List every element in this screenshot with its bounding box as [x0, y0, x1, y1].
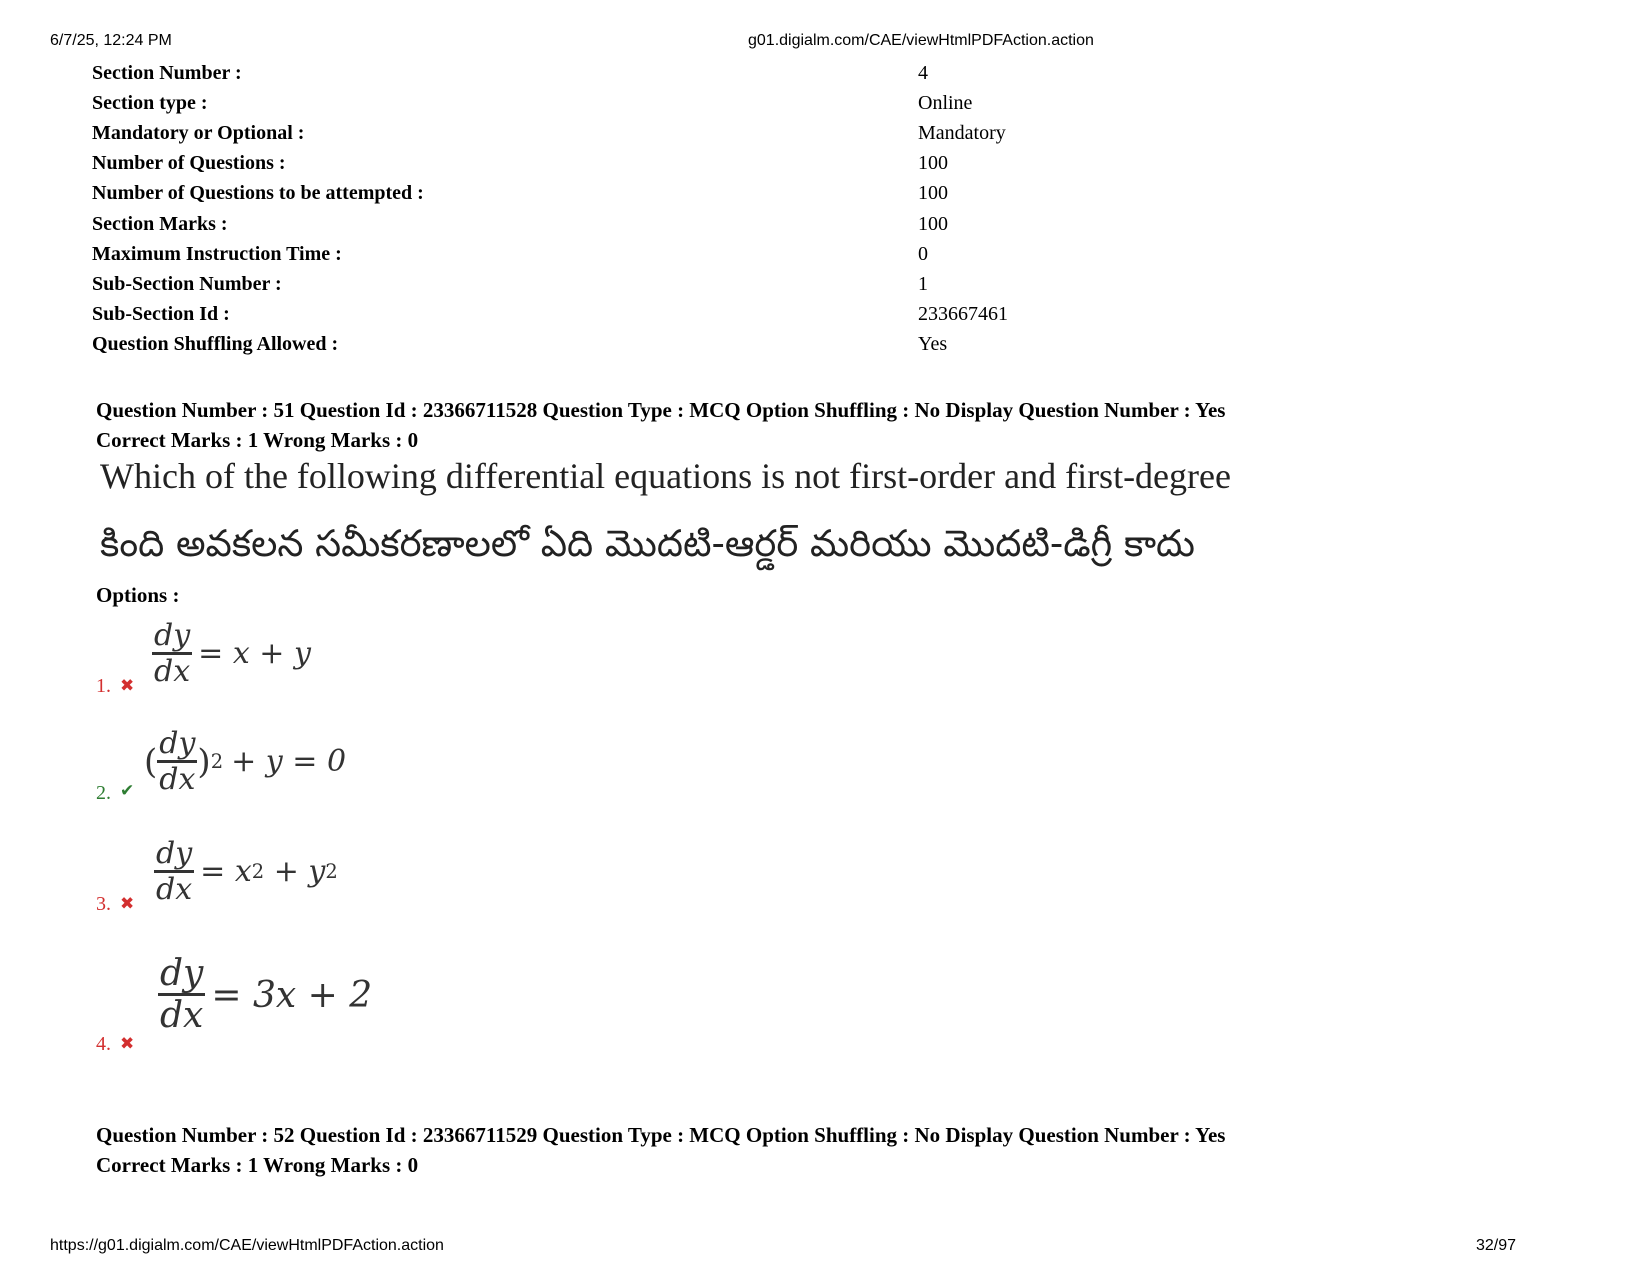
wrong-mark-icon: ✖	[120, 1034, 135, 1054]
fraction-denominator: dx	[159, 761, 196, 797]
section-info-row	[92, 58, 1008, 88]
exponent: 2	[325, 860, 338, 884]
question-52-meta	[96, 1120, 1225, 1180]
question-meta-line: Question Number : 51 Question Id : 23366711528 Question Type : MCQ Option Shuffling : No Display Question Number : Yes	[96, 398, 1226, 422]
section-info-value: 0	[918, 242, 928, 265]
print-header-url: g01.digialm.com/CAE/viewHtmlPDFAction.action	[748, 32, 1094, 49]
section-info-label: Sub-Section Id :	[92, 303, 230, 326]
section-info-label: Sub-Section Number :	[92, 272, 282, 295]
section-info-value: Mandatory	[918, 121, 1006, 144]
fraction-numerator: dy	[156, 836, 193, 871]
fraction-denominator: dx	[156, 871, 193, 907]
section-info-row	[92, 269, 1008, 299]
section-info-label: Question Shuffling Allowed :	[92, 333, 339, 356]
question-meta-line: Question Number : 52 Question Id : 23366711529 Question Type : MCQ Option Shuffling : No Display Question Number : Yes	[96, 1123, 1226, 1147]
section-info-row	[92, 118, 1008, 148]
equation-rhs: = 3x + 2	[211, 974, 373, 1016]
section-info-label: Section type :	[92, 91, 208, 114]
section-info-row	[92, 330, 1008, 360]
section-info-row	[92, 239, 1008, 269]
section-info-label: Number of Questions :	[92, 152, 286, 175]
section-info-value: 100	[918, 212, 948, 235]
derivative-fraction	[158, 955, 205, 1035]
section-info-row	[92, 149, 1008, 179]
section-info-label: Mandatory or Optional :	[92, 121, 305, 144]
option-number: 4.	[96, 1033, 111, 1055]
equation-rhs-part: = x	[200, 854, 252, 890]
section-info-label: Maximum Instruction Time :	[92, 242, 342, 265]
equation-rhs: = x + y	[198, 636, 311, 672]
fraction-numerator: dy	[160, 953, 204, 994]
print-footer-url: https://g01.digialm.com/CAE/viewHtmlPDFAction.action	[50, 1237, 444, 1254]
section-info-value: 4	[918, 61, 928, 84]
question-marks-line: Correct Marks : 1 Wrong Marks : 0	[96, 428, 419, 452]
print-datetime: 6/7/25, 12:24 PM	[50, 32, 172, 49]
section-info-row	[92, 179, 1008, 209]
equation-rhs-part: + y	[264, 854, 326, 890]
option-number: 2.	[96, 782, 111, 804]
section-info-value: 100	[918, 152, 948, 175]
section-info-row	[92, 209, 1008, 239]
question-51-meta	[96, 395, 1225, 455]
page-number: 32/97	[1475, 1237, 1516, 1254]
options-label: Options :	[96, 583, 180, 607]
section-info-value: 100	[918, 182, 948, 205]
option-equation	[152, 620, 311, 688]
option-equation: ( $\frac{dy}{dx}$ ) 2 + y = 0	[144, 726, 347, 797]
option-equation	[158, 955, 372, 1035]
option-number: 3.	[96, 893, 111, 915]
exponent: 2	[251, 860, 265, 884]
fraction-numerator: dy	[154, 618, 191, 653]
derivative-fraction	[154, 838, 194, 906]
section-info-value: Yes	[918, 333, 948, 356]
question-text-english: Which of the following differential equations is not first-order and first-degree	[100, 456, 1231, 496]
question-marks-line: Correct Marks : 1 Wrong Marks : 0	[96, 1153, 419, 1177]
derivative-fraction	[152, 620, 192, 688]
option-number: 1.	[96, 675, 111, 697]
equation-rhs: + y = 0	[231, 744, 347, 780]
fraction-denominator: dx	[154, 653, 191, 689]
section-info-row	[92, 300, 1008, 330]
section-info-value: 233667461	[918, 303, 1008, 326]
section-info-value: Online	[918, 91, 973, 114]
derivative-fraction	[157, 728, 197, 796]
fraction-denominator: dx	[160, 994, 204, 1036]
section-info-table	[92, 58, 1008, 360]
section-info-label: Section Marks :	[92, 212, 228, 235]
section-info-label: Number of Questions to be attempted :	[92, 182, 424, 205]
wrong-mark-icon: ✖	[120, 676, 135, 696]
wrong-mark-icon: ✖	[120, 894, 135, 914]
question-text-telugu: కింది అవకలన సమీకరణాలలో ఏది మొదటి-ఆర్డర్ మరియు మొదటి-డిగ్రీ కాదు	[100, 522, 1195, 565]
correct-mark-icon: ✔	[120, 781, 135, 801]
fraction-numerator: dy	[159, 726, 196, 761]
section-info-label: Section Number :	[92, 61, 242, 84]
section-info-row	[92, 88, 1008, 118]
section-info-value: 1	[918, 272, 928, 295]
option-equation	[154, 838, 338, 906]
